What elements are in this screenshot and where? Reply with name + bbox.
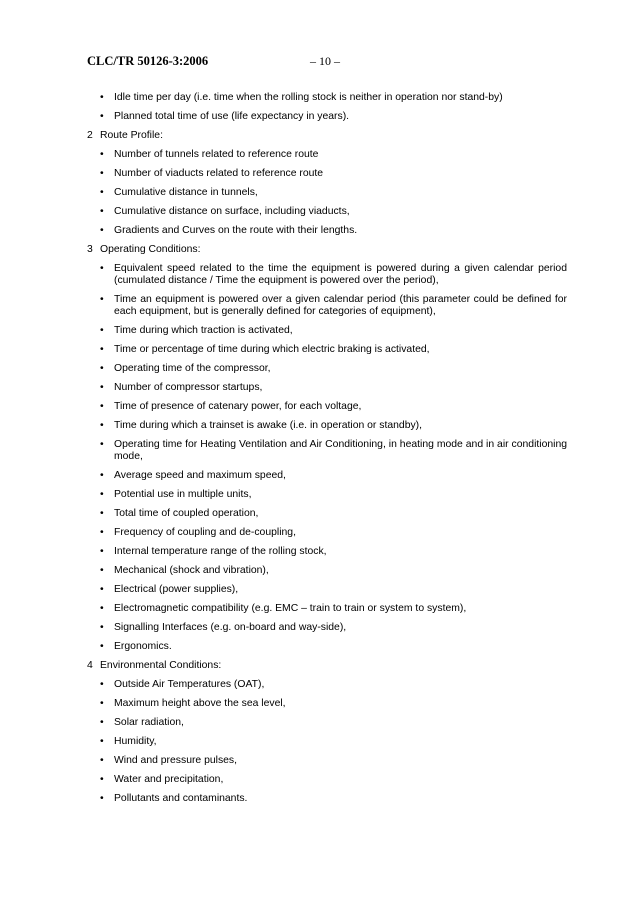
list-item: • Electrical (power supplies), xyxy=(87,584,567,596)
list-item: • Water and precipitation, xyxy=(87,774,567,786)
list-item: • Total time of coupled operation, xyxy=(87,508,567,520)
list-item: • Time or percentage of time during which electric braking is activated, xyxy=(87,344,567,356)
section-heading xyxy=(87,660,567,672)
list-item: • Gradients and Curves on the route with their lengths. xyxy=(87,225,567,237)
list-item: • Cumulative distance in tunnels, xyxy=(87,187,567,199)
page-header xyxy=(87,54,567,70)
section-title: Operating Conditions: xyxy=(100,244,201,255)
list-item: • Time of presence of catenary power, for each voltage, xyxy=(87,401,567,413)
list-item: • Number of tunnels related to reference route xyxy=(87,149,567,161)
document-id: CLC/TR 50126-3:2006 xyxy=(87,54,209,68)
list-item: • Wind and pressure pulses, xyxy=(87,755,567,767)
list-item: • Internal temperature range of the rolling stock, xyxy=(87,546,567,558)
list-item: • Operating time for Heating Ventilation and Air Conditioning, in heating mode and in air conditioning mode, xyxy=(87,439,567,463)
list-item: • Time during which traction is activated, xyxy=(87,325,567,337)
list-item: • Equivalent speed related to the time the equipment is powered during a given calendar period (cumulated distance / Time the equipment is powered over the period), xyxy=(87,263,567,287)
section-title: Route Profile: xyxy=(100,130,163,141)
list-item: • Average speed and maximum speed, xyxy=(87,470,567,482)
list-item: • Operating time of the compressor, xyxy=(87,363,567,375)
section-heading xyxy=(87,244,567,256)
section-number: 2 xyxy=(87,130,93,141)
list-item: • Planned total time of use (life expectancy in years). xyxy=(87,111,567,123)
list-item: • Time an equipment is powered over a given calendar period (this parameter could be defined for each equipment, but is generally defined for categories of equipment), xyxy=(87,294,567,318)
list-item: • Frequency of coupling and de-coupling, xyxy=(87,527,567,539)
list-item: • Idle time per day (i.e. time when the rolling stock is neither in operation nor stand-by) xyxy=(87,92,567,104)
section-number: 4 xyxy=(87,660,93,671)
section-number: 3 xyxy=(87,244,93,255)
list-item: • Time during which a trainset is awake (i.e. in operation or standby), xyxy=(87,420,567,432)
list-item: • Number of viaducts related to reference route xyxy=(87,168,567,180)
list-item: • Outside Air Temperatures (OAT), xyxy=(87,679,567,691)
list-item: • Humidity, xyxy=(87,736,567,748)
section-heading xyxy=(87,130,567,142)
list-item: • Number of compressor startups, xyxy=(87,382,567,394)
list-item: • Cumulative distance on surface, including viaducts, xyxy=(87,206,567,218)
section-title: Environmental Conditions: xyxy=(100,660,222,671)
document-body xyxy=(87,92,567,812)
list-item: • Ergonomics. xyxy=(87,641,567,653)
list-item: • Potential use in multiple units, xyxy=(87,489,567,501)
list-item: • Electromagnetic compatibility (e.g. EMC – train to train or system to system), xyxy=(87,603,567,615)
list-item: • Maximum height above the sea level, xyxy=(87,698,567,710)
list-item: • Mechanical (shock and vibration), xyxy=(87,565,567,577)
list-item: • Signalling Interfaces (e.g. on-board and way-side), xyxy=(87,622,567,634)
list-item: • Pollutants and contaminants. xyxy=(87,793,567,805)
page-number: – 10 – xyxy=(310,54,340,68)
list-item: • Solar radiation, xyxy=(87,717,567,729)
